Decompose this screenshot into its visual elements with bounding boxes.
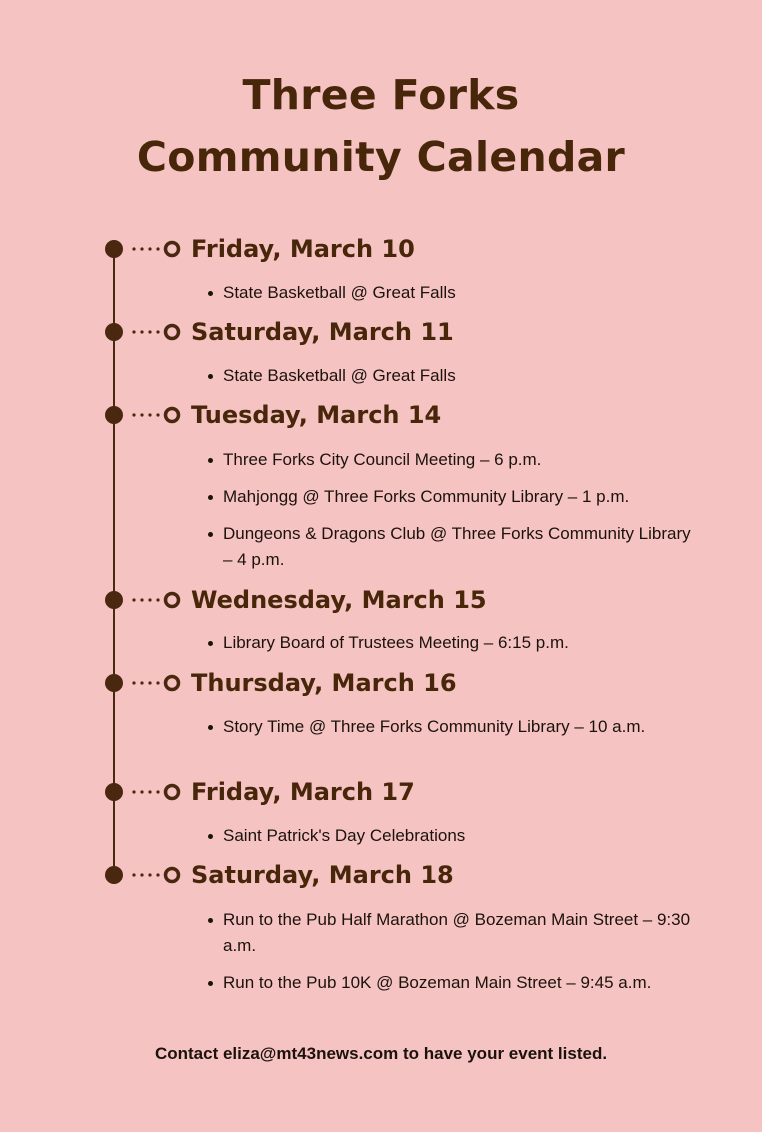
event-item: Mahjongg @ Three Forks Community Library – 1 p.m.: [223, 484, 693, 510]
title-line-2: Community Calendar: [136, 133, 626, 181]
title-line-1: Three Forks: [242, 71, 520, 119]
event-item-list: [223, 484, 693, 510]
event-day-heading: Friday, March 17: [191, 778, 415, 806]
event-item-list: [223, 823, 693, 849]
event-item-list: [223, 363, 693, 389]
event-day-heading: Tuesday, March 14: [191, 401, 442, 429]
event-day-heading: Saturday, March 18: [191, 861, 454, 889]
event-item-list: [223, 630, 693, 656]
event-day-heading: Thursday, March 16: [191, 669, 457, 697]
event-item: Dungeons & Dragons Club @ Three Forks Community Library – 4 p.m.: [223, 521, 693, 573]
event-item-list: [223, 714, 693, 740]
event-item-list: [223, 521, 693, 573]
event-item: Saint Patrick's Day Celebrations: [223, 823, 693, 849]
event-day-heading: Friday, March 10: [191, 235, 415, 263]
contact-footer: Contact eliza@mt43news.com to have your event listed.: [154, 1044, 608, 1063]
timeline-node-icon: [104, 323, 184, 343]
event-item-list: [223, 907, 693, 959]
timeline-node-icon: [104, 406, 184, 426]
event-item: State Basketball @ Great Falls: [223, 363, 693, 389]
event-item-list: [223, 447, 693, 473]
timeline-node-icon: [104, 866, 184, 886]
event-day-heading: Saturday, March 11: [191, 318, 454, 346]
event-item: State Basketball @ Great Falls: [223, 280, 693, 306]
event-item: Three Forks City Council Meeting – 6 p.m.: [223, 447, 693, 473]
timeline-node-icon: [104, 674, 184, 694]
calendar-title: [0, 64, 762, 188]
event-item-list: [223, 970, 693, 996]
event-item-list: [223, 280, 693, 306]
event-item: Run to the Pub 10K @ Bozeman Main Street – 9:45 a.m.: [223, 970, 693, 996]
event-item: Run to the Pub Half Marathon @ Bozeman Main Street – 9:30 a.m.: [223, 907, 693, 959]
timeline-node-icon: [104, 783, 184, 803]
event-item: Story Time @ Three Forks Community Library – 10 a.m.: [223, 714, 693, 740]
timeline-node-icon: [104, 240, 184, 260]
timeline-node-icon: [104, 591, 184, 611]
event-item: Library Board of Trustees Meeting – 6:15 p.m.: [223, 630, 693, 656]
event-day-heading: Wednesday, March 15: [191, 586, 487, 614]
